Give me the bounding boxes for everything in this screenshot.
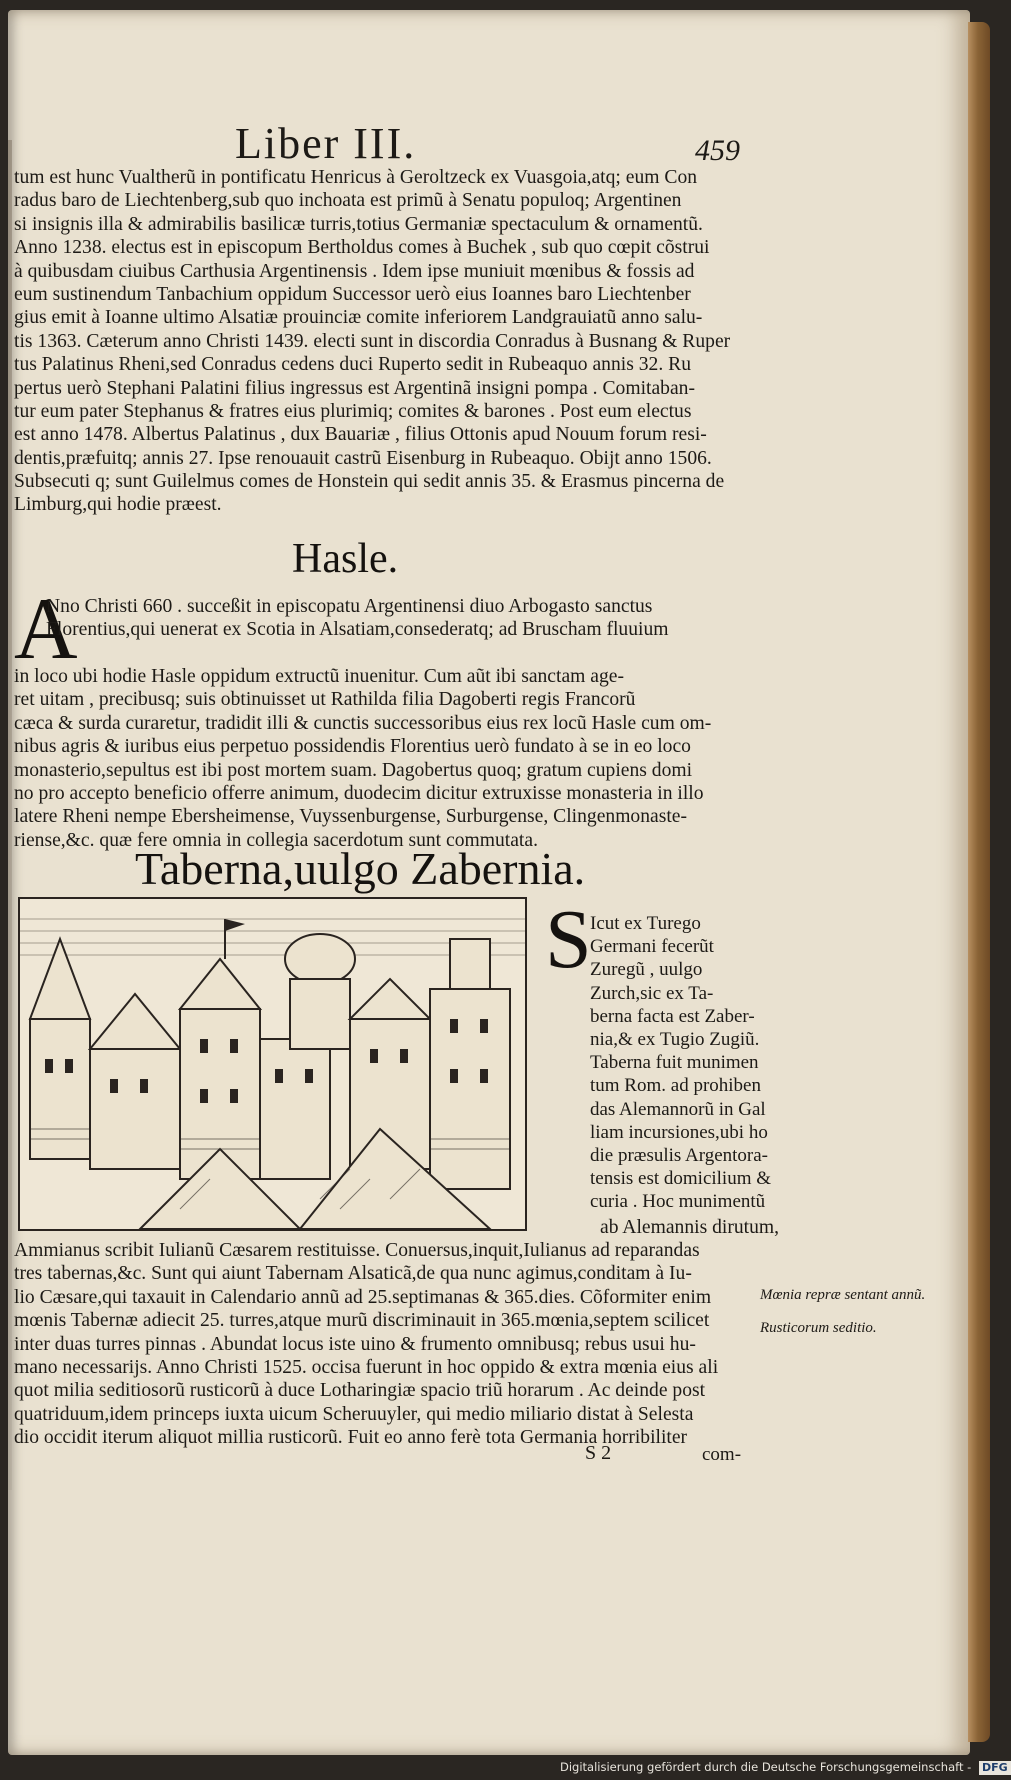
text-line: tum Rom. ad prohiben: [590, 1075, 761, 1097]
text-line: ab Alemannis dirutum,: [600, 1217, 780, 1238]
text-line: nibus agris & iuribus eius perpetuo possidendis Florentius uerò fundato à se in eo loco: [14, 736, 691, 758]
text-line: Zuregũ , uulgo: [590, 959, 703, 981]
text-line: Florentius,qui uenerat ex Scotia in Alsatiam,consederatq; ad Bruscham fluuium: [46, 619, 669, 641]
text-line: tur eum pater Stephanus & fratres eius plurimiq; comites & barones . Post eum electus: [14, 400, 692, 422]
paragraph-taberna-column: [590, 912, 772, 1213]
text-line: tres tabernas,&c. Sunt qui aiunt Tabernam Alsaticã,de qua nunc agimus,conditam à Iu-: [14, 1263, 692, 1285]
text-line: Germani fecerũt: [590, 936, 714, 958]
dfg-logo[interactable]: DFG: [979, 1761, 1011, 1775]
credit-text: Digitalisierung gefördert durch die Deutsche Forschungsgemeinschaft -: [560, 1760, 972, 1774]
text-line: riense,&c. quæ fere omnia in collegia sacerdotum sunt commutata.: [14, 829, 538, 851]
text-line: liam incursiones,ubi ho: [590, 1121, 768, 1143]
text-line: quatriduum,idem princeps iuxta uicum Scheruuyler, qui medio miliario distat à Selesta: [14, 1403, 694, 1425]
drop-cap-initial: S: [545, 893, 592, 986]
text-line: die præsulis Argentora-: [590, 1144, 769, 1166]
text-line: Anno 1238. electus est in episcopum Bertholdus comes à Buchek , sub quo cœpit cõstrui: [14, 237, 710, 259]
paragraph-taberna-continuation: [600, 1216, 780, 1239]
text-line: Icut ex Turego: [590, 913, 701, 934]
text-line: Nno Christi 660 . succeßit in episcopatu Argentinensi diuo Arbogasto sanctus: [46, 596, 653, 617]
digitization-credit: [560, 1760, 1008, 1778]
page-number: 459: [695, 134, 740, 167]
paragraph-hasle: [14, 665, 756, 852]
text-line: tensis est domicilium &: [590, 1168, 772, 1190]
woodcut-drawing: [20, 899, 525, 1229]
text-line: si insignis illa & admirabilis basilicæ turris,totius Germaniæ spectaculum & ornamentũ.: [14, 213, 703, 235]
catchword: com-: [702, 1444, 742, 1465]
text-line: eum sustinendum Tanbachium oppidum Successor uerò eius Ioannes baro Liechtenber: [14, 283, 691, 305]
signature-mark: S 2: [585, 1442, 612, 1464]
text-line: Limburg,qui hodie præest.: [14, 494, 222, 516]
text-line: dentis,præfuitq; annis 27. Ipse renouauit castrũ Eisenburg in Rubeaquo. Obijt anno 1506.: [14, 447, 712, 469]
text-line: curia . Hoc munimentũ: [590, 1191, 766, 1213]
text-line: Subsecuti q; sunt Guilelmus comes de Honstein qui sedit annis 35. & Erasmus pincerna de: [14, 471, 725, 493]
marginal-note: Rusticorum seditio.: [760, 1320, 877, 1336]
text-line: mœnis Tabernæ adiecit 25. turres,atque murũ discriminauit in 365.mœnia,septem scilicet: [14, 1310, 710, 1332]
text-line: inter duas turres pinnas . Abundat locus iste uino & frumento omnibusq; rebus usui hu-: [14, 1333, 696, 1355]
text-line: tum est hunc Vualtherũ in pontificatu Henricus à Geroltzeck ex Vuasgoia,atq; eum Con: [14, 167, 698, 188]
page-edge: [968, 22, 990, 1742]
text-line: Taberna fuit munimen: [590, 1052, 759, 1074]
text-line: Ammianus scribit Iulianũ Cæsarem restituisse. Conuersus,inquit,Iulianus ad reparandas: [14, 1240, 700, 1261]
text-line: nia,& ex Tugio Zugiũ.: [590, 1028, 760, 1050]
text-line: dio occidit iterum aliquot millia rusticorũ. Fuit eo anno ferè tota Germania horribiliter: [14, 1427, 688, 1449]
woodcut-illustration-town: [18, 897, 527, 1231]
text-line: cæca & surda curaretur, tradidit illi & cunctis successoribus eius rex locũ Hasle cum om-: [14, 712, 712, 734]
text-line: radus baro de Liechtenberg,sub quo inchoata est primũ à Senatu populoq; Argentinen: [14, 190, 682, 212]
text-line: pertus uerò Stephani Palatini filius ingressus est Argentinã insigni pompa . Comitaban-: [14, 377, 695, 399]
drop-cap-initial: A: [14, 581, 78, 678]
text-line: est anno 1478. Albertus Palatinus , dux Bauariæ , filius Ottonis apud Nouum forum resi-: [14, 424, 707, 446]
marginal-note: Mœnia repræ sentant annũ.: [760, 1287, 926, 1303]
text-line: das Alemannorũ in Gal: [590, 1098, 766, 1120]
gutter-shadow: [8, 140, 12, 1490]
text-line: in loco ubi hodie Hasle oppidum extructũ inuenitur. Cum aũt ibi sanctam age-: [14, 666, 624, 687]
paragraph-hasle-intro: [46, 595, 758, 642]
marginal-notes: [760, 1285, 925, 1351]
text-line: à quibusdam ciuibus Carthusia Argentinensis . Idem ipse muniuit mœnibus & fossis ad: [14, 260, 695, 282]
text-line: berna facta est Zaber-: [590, 1005, 755, 1027]
text-line: Zurch,sic ex Ta-: [590, 982, 714, 1004]
section-heading-taberna: Taberna,uulgo Zabernia.: [135, 843, 586, 894]
text-line: lio Cæsare,qui taxauit in Calendario annũ ad 25.septimanas & 365.dies. Cõformiter enim: [14, 1286, 712, 1308]
text-line: latere Rheni nempe Ebersheimense, Vuyssenburgense, Surburgense, Clingenmonaste-: [14, 806, 688, 828]
text-line: gius emit à Ioanne ultimo Alsatiæ prouinciæ comite inferiorem Landgrauiatũ anno salu-: [14, 307, 703, 329]
paragraph-walther-succession: [14, 166, 756, 517]
running-head-title: Liber III.: [235, 119, 417, 168]
text-line: mano necessarijs. Anno Christi 1525. occisa fuerunt in hoc oppido & extra mœnia eius ali: [14, 1356, 719, 1378]
text-line: quot milia seditiosorũ rusticorũ à duce Lotharingiæ spacio triũ horarum . Ac deinde post: [14, 1380, 706, 1402]
section-heading-hasle: Hasle.: [292, 536, 399, 582]
text-line: tis 1363. Cæterum anno Christi 1439. electi sunt in discordia Conradus à Busnang & Ruper: [14, 330, 731, 352]
paragraph-taberna: [14, 1239, 756, 1450]
text-line: tus Palatinus Rheni,sed Conradus cedens duci Ruperto sedit in Rubeaquo annis 32. Ru: [14, 354, 691, 376]
text-line: monasterio,sepultus est ibi post mortem suam. Dagobertus quoq; gratum cupiens domi: [14, 759, 693, 781]
text-line: ret uitam , precibusq; suis obtinuisset ut Rathilda filia Dagoberti regis Francorũ: [14, 689, 636, 711]
text-line: no pro accepto beneficio offerre animum, duodecim dicitur extruxisse monasteria in illo: [14, 782, 704, 804]
